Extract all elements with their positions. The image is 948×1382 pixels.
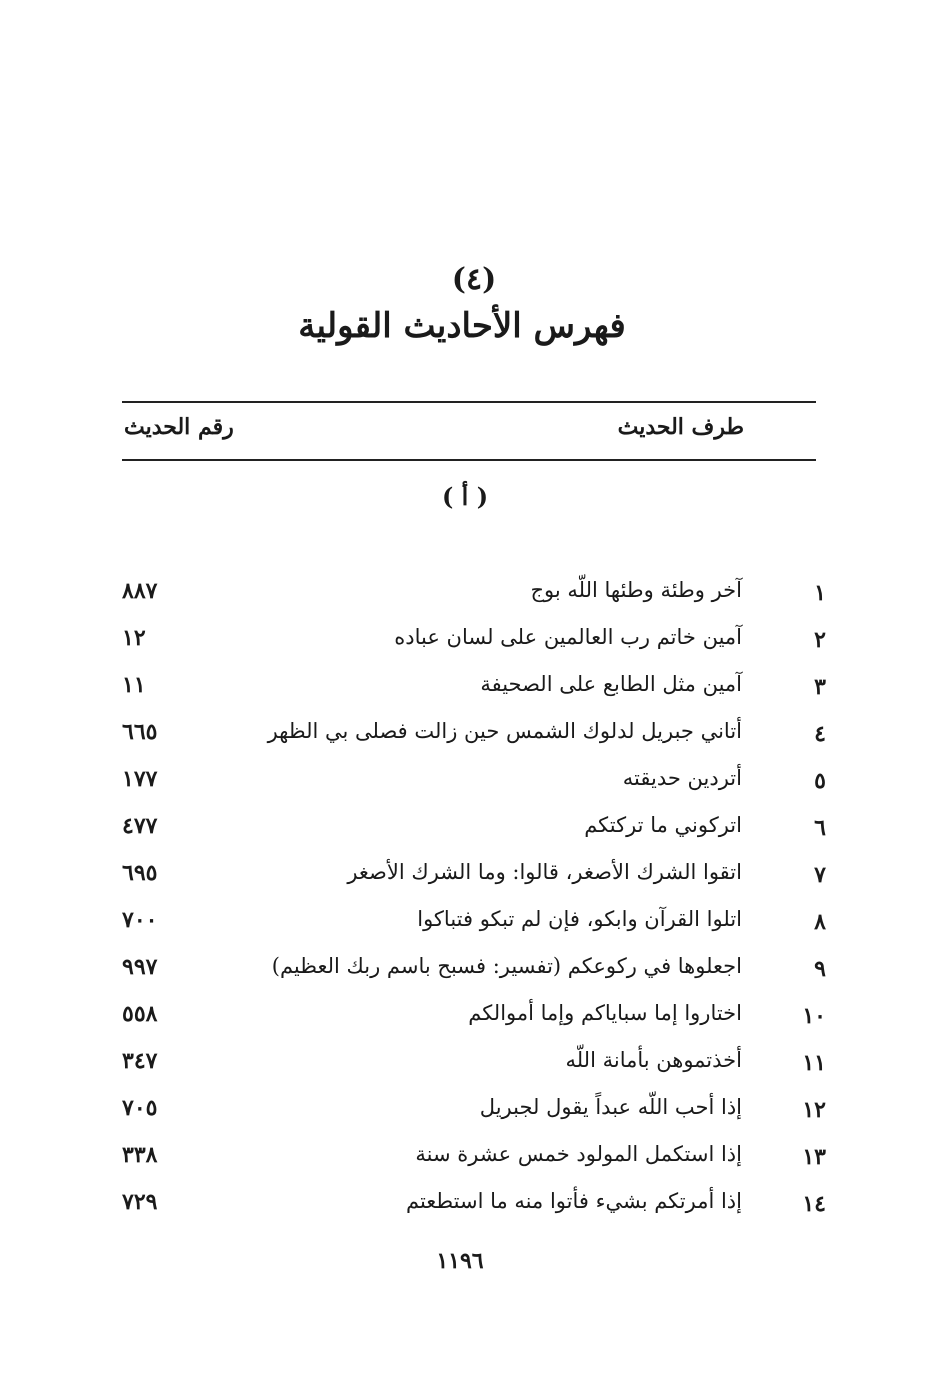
- entry-ref-value: ٦٦٥: [122, 719, 158, 745]
- entry-seq: ٩: [814, 956, 826, 982]
- entry-seq: ٢: [814, 627, 826, 653]
- entry-text: اتلوا القرآن وابكو، فإن لم تبكو فتباكوا: [417, 907, 742, 931]
- entry-text: اجعلوها في ركوعكم (تفسير: فسبح باسم ربك العظيم): [271, 954, 742, 978]
- entry-text: إذا أمرتكم بشيء فأتوا منه ما استطعتم: [405, 1189, 742, 1213]
- entry-text: أتاني جبريل لدلوك الشمس حين زالت فصلى بي الظهر: [267, 719, 742, 743]
- entry-text: أتردين حديقته: [622, 766, 742, 790]
- entry-ref: [122, 625, 182, 651]
- entry-ref-value: ٤٧٧: [122, 813, 158, 839]
- list-item: [0, 668, 948, 715]
- entry-text: اختاروا إما سباياكم وإما أموالكم: [468, 1001, 742, 1025]
- bottom-rule: [122, 459, 816, 461]
- section-number: (٤): [451, 262, 497, 297]
- list-item: [0, 574, 948, 621]
- list-item: [0, 1138, 948, 1185]
- list-item: [0, 1091, 948, 1138]
- entry-ref-value: ٧٢٩: [122, 1189, 158, 1215]
- entry-ref: [122, 672, 182, 698]
- entry-seq: ٣: [814, 674, 826, 700]
- list-item: [0, 621, 948, 668]
- entry-ref-value: ٦٩٥: [122, 860, 158, 886]
- entry-ref-value: ١٢: [122, 625, 146, 651]
- list-item: [0, 762, 948, 809]
- entry-text: أخذتموهن بأمانة اللّه: [565, 1048, 742, 1072]
- list-item: [0, 1044, 948, 1091]
- entry-text: إذا أحب اللّه عبداً يقول لجبريل: [479, 1095, 742, 1119]
- entry-seq: ٥: [814, 768, 826, 794]
- list-item: [0, 1185, 948, 1232]
- entry-ref: [122, 766, 182, 792]
- entry-text: اتقوا الشرك الأصغر، قالوا: وما الشرك الأصغر: [347, 860, 742, 884]
- entry-ref: [122, 1048, 182, 1074]
- entry-ref: [122, 907, 182, 933]
- list-item: [0, 903, 948, 950]
- entry-ref-value: ٣٤٧: [122, 1048, 158, 1074]
- entry-ref-value: ١١: [122, 672, 146, 698]
- entry-seq: ٦: [814, 815, 826, 841]
- column-header-number: رقم الحديث: [124, 414, 234, 440]
- list-item: [0, 809, 948, 856]
- entry-ref: [122, 578, 182, 604]
- list-item: [0, 997, 948, 1044]
- entry-ref: [122, 1142, 182, 1168]
- entry-ref-value: ٧٠٥: [122, 1095, 158, 1121]
- list-item: [0, 950, 948, 997]
- entry-seq: ١٤: [802, 1191, 826, 1217]
- entry-text: اتركوني ما تركتكم: [584, 813, 742, 837]
- entry-ref-value: ٥٥٨: [122, 1001, 158, 1027]
- entry-ref: [122, 860, 182, 886]
- entry-seq: ٧: [814, 862, 826, 888]
- entry-ref: [122, 1095, 182, 1121]
- entries-list: [0, 574, 948, 1232]
- letter-heading: ( أ ): [441, 482, 489, 511]
- list-item: [0, 715, 948, 762]
- entry-seq: ١: [814, 580, 826, 606]
- column-header-hadith: طرف الحديث: [617, 414, 744, 440]
- entry-ref: [122, 813, 182, 839]
- page-title: فهرس الأحاديث القولية: [298, 306, 626, 346]
- entry-text: آمين مثل الطابع على الصحيفة: [480, 672, 742, 696]
- entry-seq: ١٣: [802, 1144, 826, 1170]
- top-rule: [122, 401, 816, 403]
- entry-seq: ٨: [814, 909, 826, 935]
- entry-seq: ١٢: [802, 1097, 826, 1123]
- entry-ref-value: ٨٨٧: [122, 578, 158, 604]
- entry-ref-value: ١٧٧: [122, 766, 158, 792]
- page-number: ١١٩٦: [436, 1248, 484, 1274]
- entry-text: إذا استكمل المولود خمس عشرة سنة: [415, 1142, 742, 1166]
- entry-ref: [122, 1189, 182, 1215]
- entry-text: آخر وطئة وطئها اللّه بوج: [530, 578, 742, 602]
- entry-ref-value: ٧٠٠: [122, 907, 158, 933]
- entry-seq: ١١: [802, 1050, 826, 1076]
- entry-ref: [122, 1001, 182, 1027]
- entry-seq: ١٠: [802, 1003, 826, 1029]
- entry-seq: ٤: [814, 721, 826, 747]
- entry-ref: [122, 719, 182, 745]
- entry-text: آمين خاتم رب العالمين على لسان عباده: [394, 625, 742, 649]
- entry-ref: [122, 954, 182, 980]
- entry-ref-value: ٩٩٧: [122, 954, 158, 980]
- list-item: [0, 856, 948, 903]
- entry-ref-value: ٣٣٨: [122, 1142, 158, 1168]
